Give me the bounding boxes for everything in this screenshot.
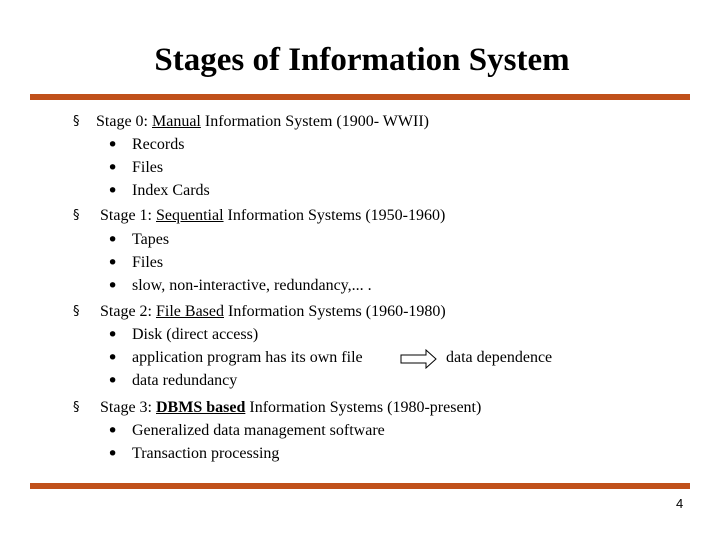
stage-2-heading: Stage 2: File Based Information Systems (1960-1980) <box>100 303 446 320</box>
round-bullet-icon: • <box>107 134 119 156</box>
bottom-divider <box>30 483 690 489</box>
stage-3-bullet-2: Transaction processing <box>132 445 280 462</box>
right-arrow-icon <box>400 349 438 369</box>
round-bullet-icon: • <box>107 180 119 202</box>
page-number: 4 <box>676 496 684 511</box>
stage-1-bullet-1: Tapes <box>132 231 170 248</box>
round-bullet-icon: • <box>107 229 119 251</box>
stage-0-bullet-2: Files <box>132 159 164 176</box>
square-bullet-icon: § <box>73 114 80 129</box>
square-bullet-icon: § <box>73 208 80 223</box>
data-dependence-label: data dependence <box>446 349 553 366</box>
round-bullet-icon: • <box>107 347 119 369</box>
round-bullet-icon: • <box>107 157 119 179</box>
stage-3-heading: Stage 3: DBMS based Information Systems (1980-present) <box>100 399 482 416</box>
round-bullet-icon: • <box>107 370 119 392</box>
stage-1-key: Sequential <box>156 207 224 224</box>
round-bullet-icon: • <box>107 443 119 465</box>
top-divider <box>30 94 690 100</box>
slide-title: Stages of Information System <box>154 42 570 78</box>
square-bullet-icon: § <box>73 400 80 415</box>
round-bullet-icon: • <box>107 275 119 297</box>
round-bullet-icon: • <box>107 324 119 346</box>
stage-2-bullet-1: Disk (direct access) <box>132 326 259 343</box>
stage-2-key: File Based <box>156 303 224 320</box>
round-bullet-icon: • <box>107 252 119 274</box>
stage-1-bullet-2: Files <box>132 254 164 271</box>
stage-3-bullet-1: Generalized data management software <box>132 422 385 439</box>
stage-0-key: Manual <box>152 113 201 130</box>
stage-2-bullet-3: data redundancy <box>132 372 238 389</box>
stage-3-key: DBMS based <box>156 399 246 416</box>
round-bullet-icon: • <box>107 420 119 442</box>
stage-0-heading: Stage 0: Manual Information System (1900- WWII) <box>96 113 429 130</box>
stage-2-bullet-2: application program has its own file <box>132 349 363 366</box>
stage-1-bullet-3: slow, non-interactive, redundancy,... . <box>132 277 372 294</box>
square-bullet-icon: § <box>73 304 80 319</box>
stage-0-bullet-1: Records <box>132 136 185 153</box>
stage-1-heading: Stage 1: Sequential Information Systems (1950-1960) <box>100 207 446 224</box>
stage-0-bullet-3: Index Cards <box>132 182 210 199</box>
